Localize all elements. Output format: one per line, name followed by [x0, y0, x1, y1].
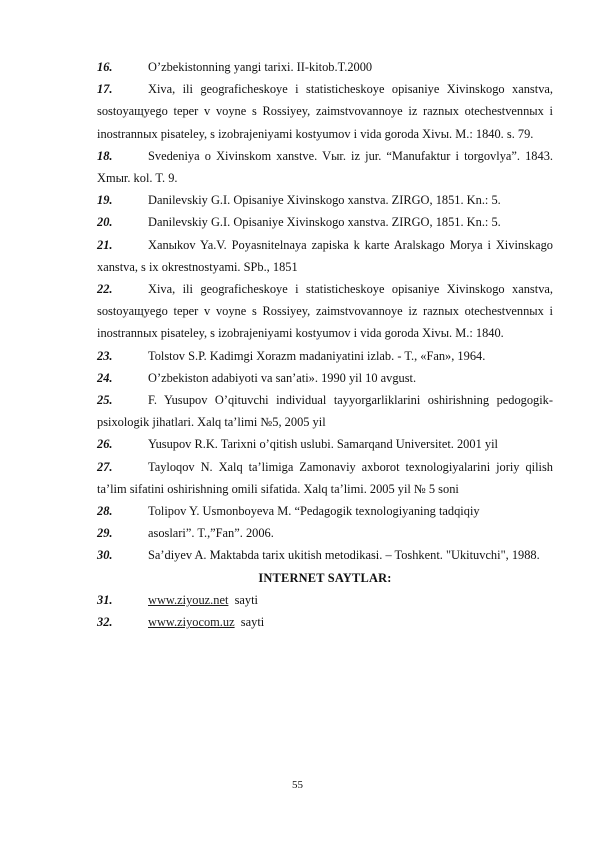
reference-text: Xiva, ili geograficheskoye i statisticheskoye opisaniye Xivinskogo xanstva, sostoyaщyego teper v voyne s Rossiyey, zaimstvovannoye iz raznыx otechestvennыx i inostrannыx pisateley, s izobrajeniyami kostyumov i vida goroda Xivы. M.: 1840. — [97, 282, 553, 341]
reference-text: Svedeniya o Xivinskom xanstve. Vыr. iz jur. “Manufaktur i torgovlya”. 1843. Xmыr. kol. T. 9. — [97, 148, 553, 186]
reference-number: 26. — [97, 437, 113, 452]
internet-item — [97, 611, 553, 633]
reference-text: O’zbekistonning yangi tarixi. II-kitob.T.2000 — [148, 60, 373, 74]
internet-list — [97, 589, 553, 633]
reference-number: 22. — [97, 282, 113, 297]
reference-text: Tolstov S.P. Kadimgi Xorazm madaniyatini izlab. - T., «Fan», 1964. — [148, 348, 486, 363]
reference-item — [97, 433, 553, 455]
internet-item — [97, 589, 553, 611]
reference-number: 31. — [97, 592, 113, 607]
reference-number: 30. — [97, 548, 113, 563]
link-suffix: sayti — [228, 592, 259, 607]
reference-list — [97, 56, 553, 567]
reference-item — [97, 145, 553, 189]
reference-item — [97, 544, 553, 566]
reference-number: 32. — [97, 615, 113, 630]
reference-item — [97, 500, 553, 522]
reference-item — [97, 189, 553, 211]
reference-number: 20. — [97, 215, 113, 230]
reference-text: Tolipov Y. Usmonboyeva M. “Pedagogik texnologiyaning tadqiqiy — [148, 504, 480, 519]
link-suffix: sayti — [234, 615, 265, 630]
reference-item — [97, 234, 553, 278]
reference-number: 29. — [97, 526, 113, 541]
reference-item — [97, 345, 553, 367]
reference-item — [97, 522, 553, 544]
reference-text: O’zbekiston adabiyoti va san’ati». 1990 yil 10 avgust. — [148, 370, 417, 385]
reference-item — [97, 56, 553, 78]
reference-number: 21. — [97, 237, 113, 252]
reference-text: Tayloqov N. Xalq ta’limiga Zamonaviy axborot texnologiyalarini joriy qilish ta’lim sifatini oshirishning omili sifatida. Xalq ta’limi. 2005 yil № 5 soni — [97, 459, 553, 496]
reference-item — [97, 367, 553, 389]
reference-text: Sa’diyev A. Maktabda tarix ukitish metodikasi. – Toshkent. "Ukituvchi", 1988. — [148, 548, 540, 563]
reference-number: 18. — [97, 148, 113, 163]
reference-number: 25. — [97, 393, 113, 408]
reference-number: 17. — [97, 82, 113, 97]
internet-heading: INTERNET SAYTLAR: — [258, 570, 392, 585]
reference-number: 19. — [97, 193, 113, 208]
reference-number: 24. — [97, 370, 113, 385]
reference-number: 28. — [97, 504, 113, 519]
reference-text: Danilevskiy G.I. Opisaniye Xivinskogo xanstva. ZIRGO, 1851. Kn.: 5. — [148, 215, 501, 230]
reference-item — [97, 456, 553, 500]
reference-text: Yusupov R.K. Tarixni o’qitish uslubi. Samarqand Universitet. 2001 yil — [148, 437, 498, 452]
reference-text: Xiva, ili geograficheskoye i statisticheskoye opisaniye Xivinskogo xanstva, sostoyaщyego teper v voyne s Rossiyey, zaimstvovannoye iz raznыx otechestvennыx i inostrannыx pisateley, s izobrajeniyami kostyumov i vida goroda Xivы. M.: 1840. s. 79. — [97, 82, 553, 141]
website-link[interactable]: www.ziyocom.uz — [148, 615, 235, 630]
website-link[interactable]: www.ziyouz.net — [148, 592, 229, 607]
references-page — [97, 56, 553, 633]
reference-text: Danilevskiy G.I. Opisaniye Xivinskogo xanstva. ZIRGO, 1851. Kn.: 5. — [148, 193, 501, 208]
reference-text: Xanыkov Ya.V. Poyasnitelnaya zapiska k karte Aralskago Morya i Xivinskago xanstva, s ix okrestnostyami. SPb., 1851 — [97, 237, 553, 274]
reference-number: 23. — [97, 348, 113, 363]
reference-number: 16. — [97, 60, 113, 74]
reference-item — [97, 389, 553, 433]
reference-number: 27. — [97, 459, 113, 474]
reference-item — [97, 78, 553, 145]
reference-text: F. Yusupov O’qituvchi individual tayyorgarliklarini oshirishning pedogogik-psixologik jihatlari. Xalq ta’limi №5, 2005 yil — [97, 393, 553, 430]
reference-item — [97, 278, 553, 345]
page-number: 55 — [292, 779, 303, 791]
reference-text: asoslari”. T.,”Fan”. 2006. — [148, 526, 274, 541]
reference-item — [97, 211, 553, 233]
